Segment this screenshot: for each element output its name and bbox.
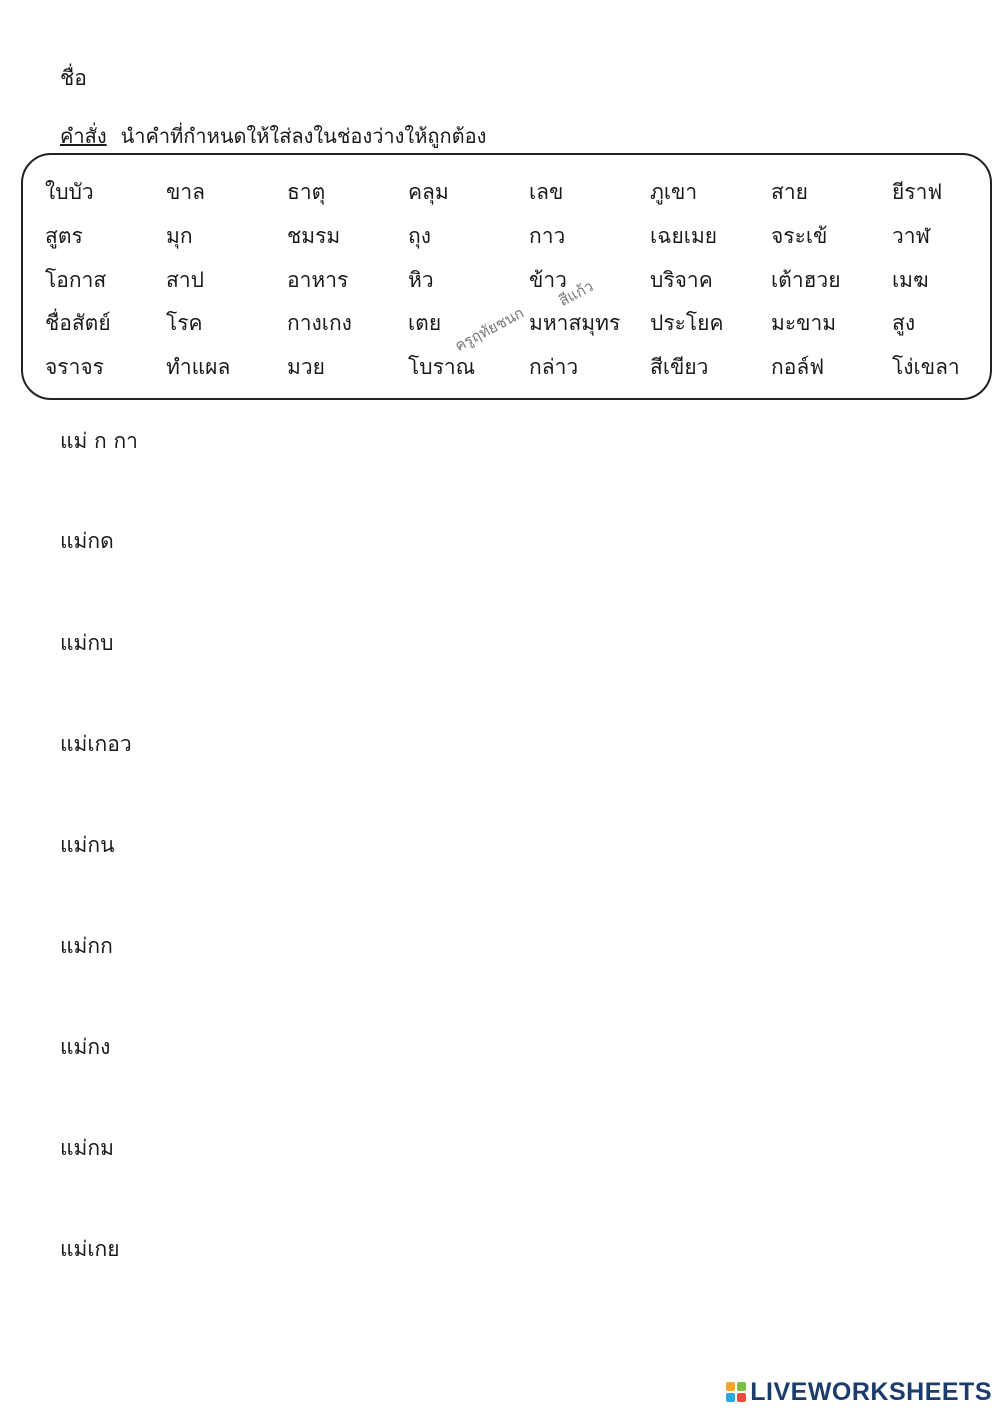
word-bank-word[interactable]: จระเข้ (771, 224, 828, 248)
word-bank-word[interactable]: สูง (892, 311, 916, 335)
word-bank-word[interactable]: โง่เขลา (892, 355, 960, 379)
word-bank-word[interactable]: ชื่อสัตย์ (45, 311, 111, 335)
word-bank-word[interactable]: เฉยเมย (650, 224, 718, 248)
word-bank-word[interactable]: ขาล (166, 180, 206, 204)
word-bank-word[interactable]: ใบบัว (45, 180, 94, 204)
word-bank-word[interactable]: กางเกง (287, 311, 352, 335)
word-bank-word[interactable]: โอกาส (45, 268, 107, 292)
instruction-lead: คำสั่ง (60, 124, 107, 148)
word-bank-word[interactable]: มหาสมุทร (529, 311, 621, 335)
section-label: แม่กด (60, 529, 114, 553)
word-bank-word[interactable]: ธาตุ (287, 180, 326, 204)
instruction (60, 120, 486, 152)
word-bank-word[interactable]: ภูเขา (650, 180, 698, 204)
word-bank-word[interactable]: สูตร (45, 224, 83, 248)
section-label: แม่กก (60, 934, 113, 958)
section-label: แม่กง (60, 1035, 111, 1059)
name-label: ชื่อ (60, 66, 87, 90)
instruction-text: นำคำที่กำหนดให้ใส่ลงในช่องว่างให้ถูกต้อง (120, 124, 487, 148)
word-bank-word[interactable]: เต้าฮวย (771, 268, 841, 292)
logo-square (726, 1393, 735, 1402)
word-bank-word[interactable]: ยีราฟ (892, 180, 943, 204)
word-bank-word[interactable]: คลุม (408, 180, 449, 204)
word-bank-word[interactable]: ทำแผล (166, 355, 231, 379)
word-bank-word[interactable]: ประโยค (650, 311, 724, 335)
word-bank-word[interactable]: เตย (408, 311, 442, 335)
word-bank-word[interactable]: สาย (771, 180, 808, 204)
word-bank-word[interactable]: บริจาค (650, 268, 713, 292)
section-label: แม่เกอว (60, 732, 132, 756)
word-bank-word[interactable]: ถุง (408, 224, 431, 248)
word-bank-word[interactable]: กาว (529, 224, 566, 248)
word-bank-word[interactable]: จราจร (45, 355, 104, 379)
word-bank-word[interactable]: โรค (166, 311, 203, 335)
word-bank-word[interactable]: มุก (166, 224, 193, 248)
section-label: แม่เกย (60, 1237, 120, 1261)
watermark-author: ครูฤทัยชนก (451, 303, 527, 355)
word-bank-word[interactable]: เมฆ (892, 268, 929, 292)
word-bank-word[interactable]: สีเขียว (650, 355, 709, 379)
word-bank-word[interactable]: อาหาร (287, 268, 349, 292)
section-label: แม่กน (60, 833, 115, 857)
logo-square (737, 1393, 746, 1402)
section-label: แม่ ก กา (60, 429, 138, 453)
word-bank-word[interactable]: มวย (287, 355, 325, 379)
word-bank-word[interactable]: ชมรม (287, 224, 341, 248)
word-bank-word[interactable]: โบราณ (408, 355, 476, 379)
word-bank-word[interactable]: กอล์ฟ (771, 355, 825, 379)
liveworksheets-logo (726, 1377, 992, 1407)
section-label: แม่กบ (60, 631, 114, 655)
watermark-author-surname: สีแก้ว (555, 276, 597, 310)
word-bank-word[interactable]: เลข (529, 180, 564, 204)
section-label: แม่กม (60, 1136, 114, 1160)
logo-square (737, 1382, 746, 1391)
word-bank-word[interactable]: กล่าว (529, 355, 579, 379)
word-bank-word[interactable]: หิว (408, 268, 434, 292)
logo-text: LIVEWORKSHEETS (750, 1377, 992, 1406)
word-bank-word[interactable]: วาฬ (892, 224, 930, 248)
word-bank-word[interactable]: ข้าว (529, 268, 567, 292)
logo-square (726, 1382, 735, 1391)
word-bank-word[interactable]: สาป (166, 268, 204, 292)
liveworksheets-icon (726, 1382, 746, 1402)
word-bank-word[interactable]: มะขาม (771, 311, 837, 335)
